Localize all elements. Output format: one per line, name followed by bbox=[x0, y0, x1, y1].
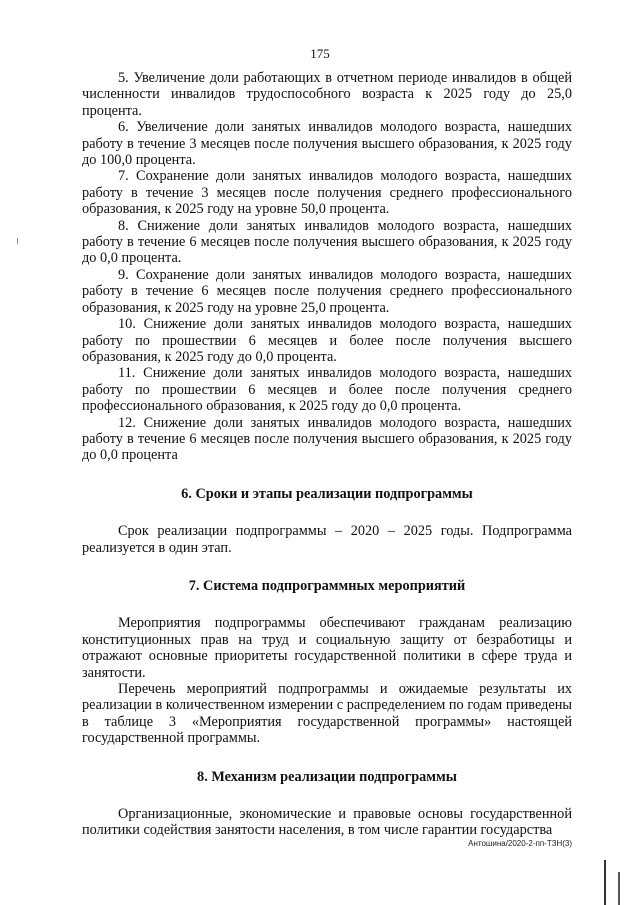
paragraph-item-7: 7. Сохранение доли занятых инвалидов молодого возраста, нашедших работу в течение 3 месяцев после получения среднего профессионального образования, к 2025 году на уровне 50,0 процента. bbox=[82, 168, 572, 218]
section-6-text: Срок реализации подпрограммы – 2020 – 2025 годы. Подпрограмма реализуется в один этап. bbox=[82, 523, 572, 556]
scan-artifact bbox=[618, 872, 620, 905]
paragraph-item-5: 5. Увеличение доли работающих в отчетном периоде инвалидов в общей численности инвалидов трудоспособного возраста к 2025 году до 25,0 процента. bbox=[82, 70, 572, 119]
page-number: 175 bbox=[310, 46, 330, 61]
section-7-text-1: Мероприятия подпрограммы обеспечивают гражданам реализацию конституционных прав на труд и социальную защиту от безработицы и отражают основные приоритеты государственной политики в сфере труда и занятости. bbox=[82, 615, 572, 681]
document-code: Антошина/2020-2-пп-ТЗН(3) bbox=[468, 839, 572, 848]
paragraph-item-10: 10. Снижение доли занятых инвалидов молодого возраста, нашедших работу по прошествии 6 месяцев и более после получения высшего образования, к 2025 году до 0,0 процента. bbox=[82, 316, 572, 365]
scan-artifact bbox=[604, 860, 606, 905]
section-8-heading: 8. Механизм реализации подпрограммы bbox=[197, 768, 457, 785]
paragraph-item-8: 8. Снижение доли занятых инвалидов молодого возраста, нашедших работу в течение 6 месяцев после получения высшего образования, к 2025 году до 0,0 процента. bbox=[82, 217, 572, 267]
paragraph-item-11: 11. Снижение доли занятых инвалидов молодого возраста, нашедших работу по прошествии 6 месяцев и более после получения среднего профессионального образования, к 2025 году до 0,0 процента. bbox=[82, 365, 572, 415]
paragraph-item-9: 9. Сохранение доли занятых инвалидов молодого возраста, нашедших работу в течение 6 месяцев после получения среднего профессионального образования, к 2025 году на уровне 25,0 процента. bbox=[82, 266, 572, 316]
paragraph-item-12: 12. Снижение доли занятых инвалидов молодого возраста, нашедших работу в течение 6 месяцев после получения высшего образования, к 2025 году до 0,0 процента bbox=[82, 414, 572, 464]
margin-mark bbox=[17, 238, 18, 244]
section-6-heading: 6. Сроки и этапы реализации подпрограммы bbox=[181, 485, 473, 502]
section-7-text-2: Перечень мероприятий подпрограммы и ожидаемые результаты их реализации в количественном измерении с распределением по годам приведены в таблице 3 «Мероприятия государственной программы» настоящей государственной программы. bbox=[82, 681, 572, 747]
section-7-heading: 7. Система подпрограммных мероприятий bbox=[188, 577, 466, 594]
document-body bbox=[82, 70, 572, 839]
paragraph-item-6: 6. Увеличение доли занятых инвалидов молодого возраста, нашедших работу в течение 3 месяцев после получения высшего образования, к 2025 году до 100,0 процента. bbox=[82, 119, 572, 169]
section-8-text: Организационные, экономические и правовые основы государственной политики содействия занятости населения, в том числе гарантии государства bbox=[82, 806, 572, 839]
